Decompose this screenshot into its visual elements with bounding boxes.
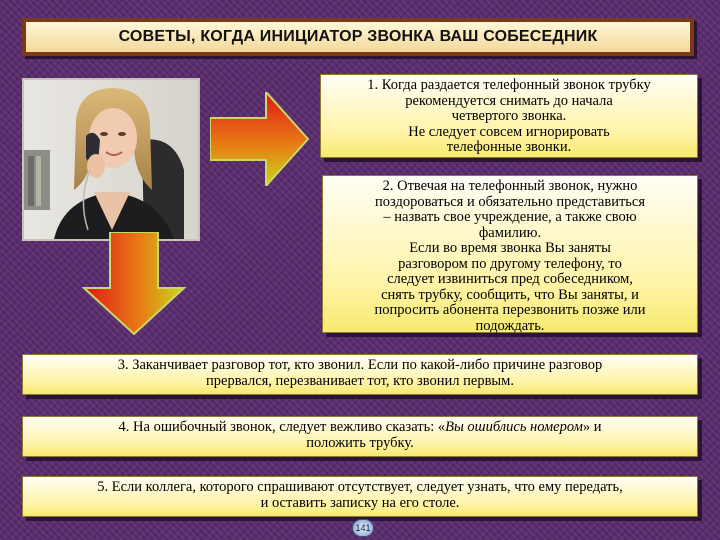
tip-4-box [22, 416, 698, 457]
tip-3-text: 3. Заканчивает разговор тот, кто звонил. Если по какой-либо причине разговор прервался, перезванивает тот, кто звонил первым. [117, 357, 603, 389]
woman-on-phone-photo [22, 78, 200, 241]
tip-3-box [22, 354, 698, 395]
page-number-badge: 141 [352, 519, 374, 537]
tip-5-text: 5. Если коллега, которого спрашивают отсутствует, следует узнать, что ему передать, и оставить записку на его столе. [97, 479, 623, 511]
tip-4-text-italic: Вы ошиблись номером [445, 419, 583, 435]
arrow-down-icon [82, 232, 186, 336]
tip-2-text: 2. Отвечая на телефонный звонок, нужно поздороваться и обязательно представиться – назвать свое учреждение, а также свою фамилию. Если во время звонка Вы заняты разговором по другому телефону, то следует извиниться пред собеседником, снять трубку, сообщить, что Вы заняты, и попросить абонента перезвонить позже или подождать. [374, 178, 646, 334]
arrow-right-icon [210, 92, 310, 186]
slide-title: СОВЕТЫ, КОГДА ИНИЦИАТОР ЗВОНКА ВАШ СОБЕСЕДНИК [118, 28, 598, 45]
tip-4-text-after: » и положить трубку. [306, 419, 602, 451]
photo-illustration [24, 80, 198, 239]
tip-4-text-before: 4. На ошибочный звонок, следует вежливо сказать: « [118, 419, 446, 435]
tip-1-text: 1. Когда раздается телефонный звонок трубку рекомендуется снимать до начала четвертого звонка. Не следует совсем игнорировать телефонные звонки. [367, 77, 651, 155]
tip-5-box [22, 476, 698, 517]
tip-2-box [322, 175, 698, 333]
tip-1-box [320, 74, 698, 158]
slide-title-bar [22, 18, 694, 56]
